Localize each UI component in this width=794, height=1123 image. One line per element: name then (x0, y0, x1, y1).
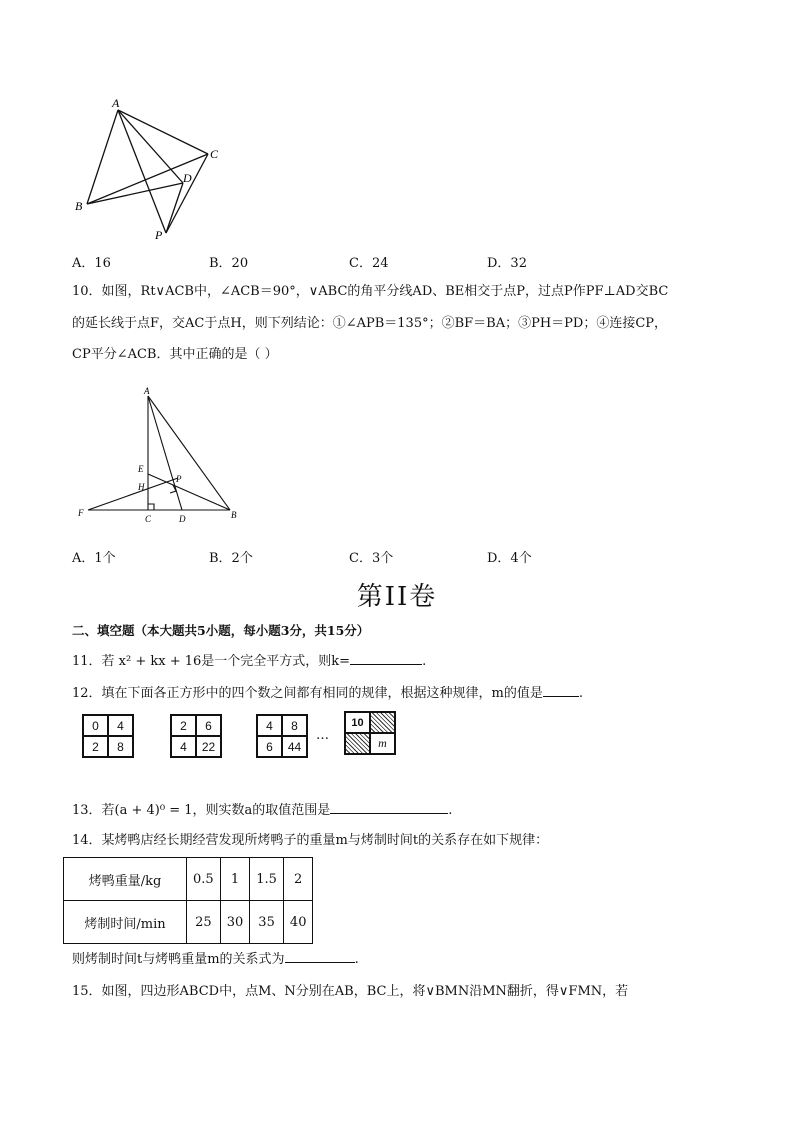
q13-period: . (448, 803, 453, 818)
label-D: D (183, 171, 192, 185)
q11 (72, 651, 426, 671)
table-cell: 40 (283, 901, 313, 944)
table-cell: 1 (220, 858, 250, 901)
q13-text: 13．若(a + 4)⁰ = 1，则实数a的取值范围是 (72, 803, 331, 818)
number-square-last (344, 711, 396, 755)
q12 (72, 683, 583, 703)
cell: 4 (257, 715, 282, 736)
label-A: A (144, 386, 150, 396)
q12-text: 12．填在下面各正方形中的四个数之间都有相同的规律，根据这种规律，m的值是 (72, 686, 543, 701)
figure-q10 (70, 382, 250, 527)
cell: 2 (171, 715, 196, 736)
cell: 4 (171, 736, 196, 757)
table-cell: 1.5 (250, 858, 284, 901)
number-square-3 (256, 714, 308, 758)
label-E: E (138, 464, 144, 474)
number-square-1 (82, 714, 134, 758)
table-cell: 30 (220, 901, 250, 944)
row-header: 烤鸭重量/kg (64, 858, 187, 901)
q9-option-d: D．32 (487, 256, 527, 271)
label-B: B (75, 199, 83, 213)
q14b-text: 则烤制时间t与烤鸭重量m的关系式为 (72, 952, 285, 967)
cell: 8 (108, 736, 133, 757)
q10-option-a: A．1个 (72, 551, 116, 566)
ellipsis: … (316, 728, 329, 743)
q14-text: 14．某烤鸭店经长期经营发现所烤鸭子的重量m与烤制时间t的关系存在如下规律： (72, 833, 549, 848)
label-A: A (112, 96, 120, 110)
label-C: C (145, 514, 152, 524)
q14b-period: . (354, 952, 359, 967)
figure-q9 (70, 90, 230, 245)
table-cell: 0.5 (187, 858, 221, 901)
q9-option-c: C．24 (349, 256, 389, 271)
q10-line-1: 10．如图，Rt∨ACB中，∠ACB＝90°，∨ABC的角平分线AD、BE相交于点P，过点P作PF⊥AD交BC (72, 284, 669, 299)
q9-option-b: B．20 (209, 256, 249, 271)
table-cell: 35 (250, 901, 284, 944)
label-D: D (179, 514, 186, 524)
number-square-2 (170, 714, 222, 758)
table-cell: 2 (283, 858, 313, 901)
q12-period: . (578, 686, 584, 701)
q9-option-a: A．16 (72, 256, 111, 271)
label-B: B (231, 510, 237, 520)
q11-answer-blank[interactable] (350, 651, 422, 665)
cell: 44 (282, 736, 307, 757)
q12-answer-blank[interactable] (543, 683, 579, 697)
q10-option-d: D．4个 (487, 551, 532, 566)
section-heading: 二、填空题（本大题共5小题，每小题3分，共15分） (72, 623, 370, 638)
table-row (64, 858, 313, 901)
cell: 2 (83, 736, 108, 757)
label-H: H (138, 482, 145, 492)
table-cell: 25 (187, 901, 221, 944)
hatched-cell (345, 733, 370, 754)
q13-answer-blank[interactable] (330, 800, 448, 814)
cell-top-left: 10 (345, 712, 370, 733)
cell: 6 (196, 715, 221, 736)
cell-m: m (370, 733, 395, 754)
part-title: 第II卷 (356, 582, 438, 612)
q14b (72, 949, 359, 969)
label-P: P (155, 228, 163, 242)
q11-text: 11．若 x² + kx + 16是一个完全平方式，则k= (72, 654, 351, 669)
q10-line-3: CP平分∠ACB．其中正确的是（ ） (72, 347, 278, 362)
cell: 8 (282, 715, 307, 736)
q14-table (63, 857, 313, 944)
row-header: 烤制时间/min (64, 901, 187, 944)
cell: 0 (83, 715, 108, 736)
cell: 4 (108, 715, 133, 736)
cell: 6 (257, 736, 282, 757)
label-F: F (78, 508, 84, 518)
hatched-cell (370, 712, 395, 733)
table-row (64, 901, 313, 944)
q11-period: . (422, 654, 427, 669)
cell: 22 (196, 736, 221, 757)
label-P: P (176, 474, 182, 484)
q10-option-c: C．3个 (349, 551, 394, 566)
q13 (72, 800, 452, 820)
q10-option-b: B．2个 (209, 551, 253, 566)
q15-text: 15．如图，四边形ABCD中，点M、N分别在AB，BC上，将∨BMN沿MN翻折，得∨FMN，若 (72, 984, 629, 999)
label-C: C (210, 147, 219, 161)
q14-answer-blank[interactable] (285, 949, 355, 963)
q10-line-2: 的延长线于点F，交AC于点H，则下列结论：①∠APB＝135°；②BF＝BA；③PH＝PD；④连接CP， (72, 316, 668, 331)
